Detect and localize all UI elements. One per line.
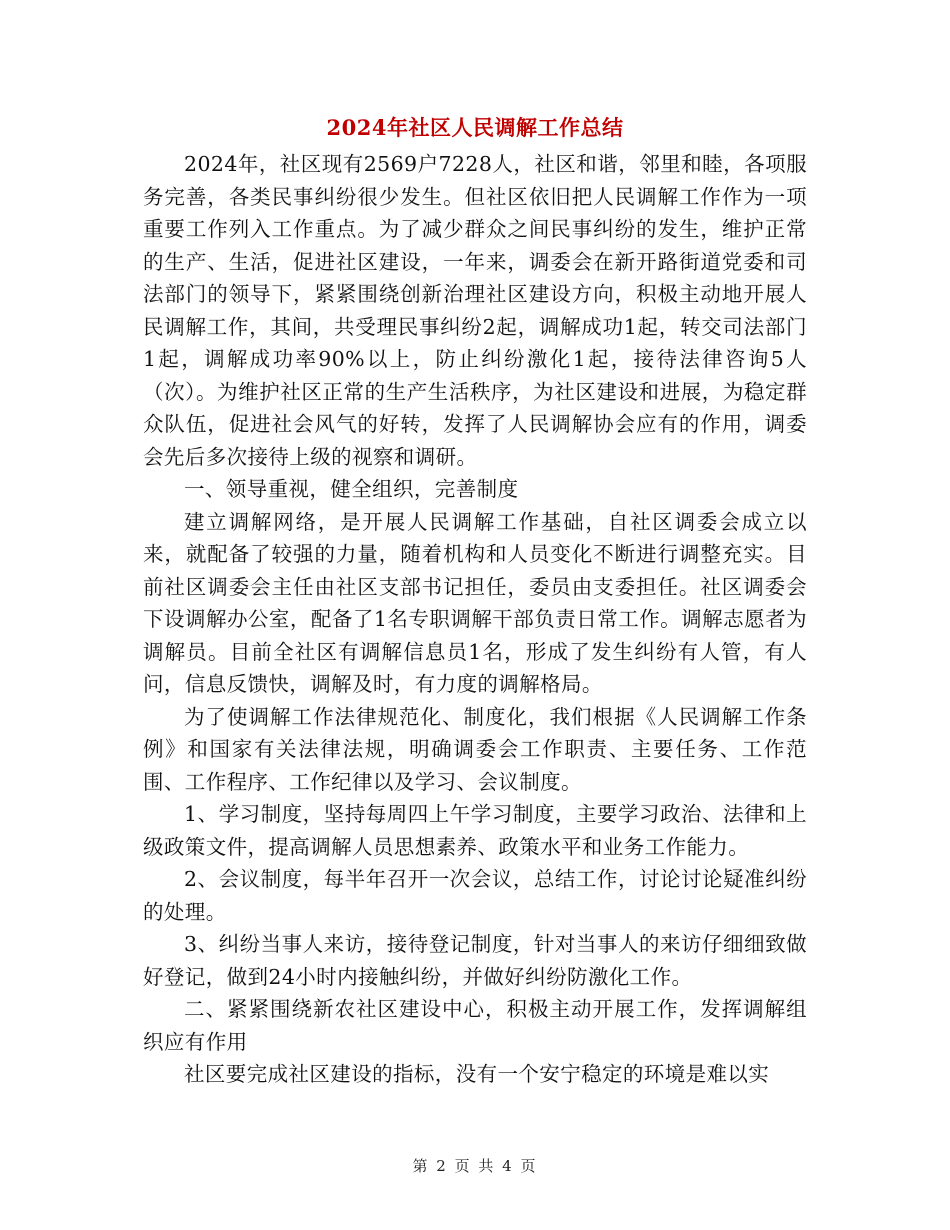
page-number: 第 2 页 共 4 页 xyxy=(412,1157,538,1175)
section-heading-1: 一、领导重视，健全组织，完善制度 xyxy=(184,477,519,501)
paragraph-network: 建立调解网络，是开展人民调解工作基础，自社区调委会成立以来，就配备了较强的力量，随着机构和人员变化不断进行调整充实。目前社区调委会主任由社区支部书记担任，委员由支委担任。社区调委会下设调解办公室，配备了1名专职调解干部负责日常工作。调解志愿者为调解员。目前全社区有调解信息员1名，形成了发生纠纷有人管，有人问，信息反馈快，调解及时，有力度的调解格局。 xyxy=(143,509,807,696)
paragraph-community: 社区要完成社区建设的指标，没有一个安宁稳定的环境是难以实 xyxy=(184,1062,770,1086)
section-heading-2: 二、紧紧围绕新农社区建设中心，积极主动开展工作，发挥调解组织应有作用 xyxy=(143,997,807,1054)
document-body xyxy=(143,148,807,1091)
page-footer xyxy=(0,1155,950,1176)
paragraph-visit-system: 3、纠纷当事人来访，接待登记制度，针对当事人的来访仔细细致做好登记，做到24小时内接触纠纷，并做好纠纷防激化工作。 xyxy=(143,932,807,989)
paragraph-intro: 2024年，社区现有2569户7228人，社区和谐，邻里和睦，各项服务完善，各类民事纠纷很少发生。但社区依旧把人民调解工作作为一项重要工作列入工作重点。为了减少群众之间民事纠纷的发生，维护正常的生产、生活，促进社区建设，一年来，调委会在新开路街道党委和司法部门的领导下，紧紧围绕创新治理社区建设方向，积极主动地开展人民调解工作，其间，共受理民事纠纷2起，调解成功1起，转交司法部门1起，调解成功率90%以上，防止纠纷激化1起，接待法律咨询5人（次）。为维护社区正常的生产生活秩序，为社区建设和进展，为稳定群众队伍，促进社会风气的好转，发挥了人民调解协会应有的作用，调委会先后多次接待上级的视察和调研。 xyxy=(143,152,807,469)
paragraph-meeting-system: 2、会议制度，每半年召开一次会议，总结工作，讨论讨论疑准纠纷的处理。 xyxy=(143,867,807,924)
paragraph-study-system: 1、学习制度，坚持每周四上午学习制度，主要学习政治、法律和上级政策文件，提高调解人员思想素养、政策水平和业务工作能力。 xyxy=(143,802,807,859)
document-title: 2024年社区人民调解工作总结 xyxy=(326,115,624,140)
paragraph-regulations: 为了使调解工作法律规范化、制度化，我们根据《人民调解工作条例》和国家有关法律法规，明确调委会工作职责、主要任务、工作范围、工作程序、工作纪律以及学习、会议制度。 xyxy=(143,704,807,794)
